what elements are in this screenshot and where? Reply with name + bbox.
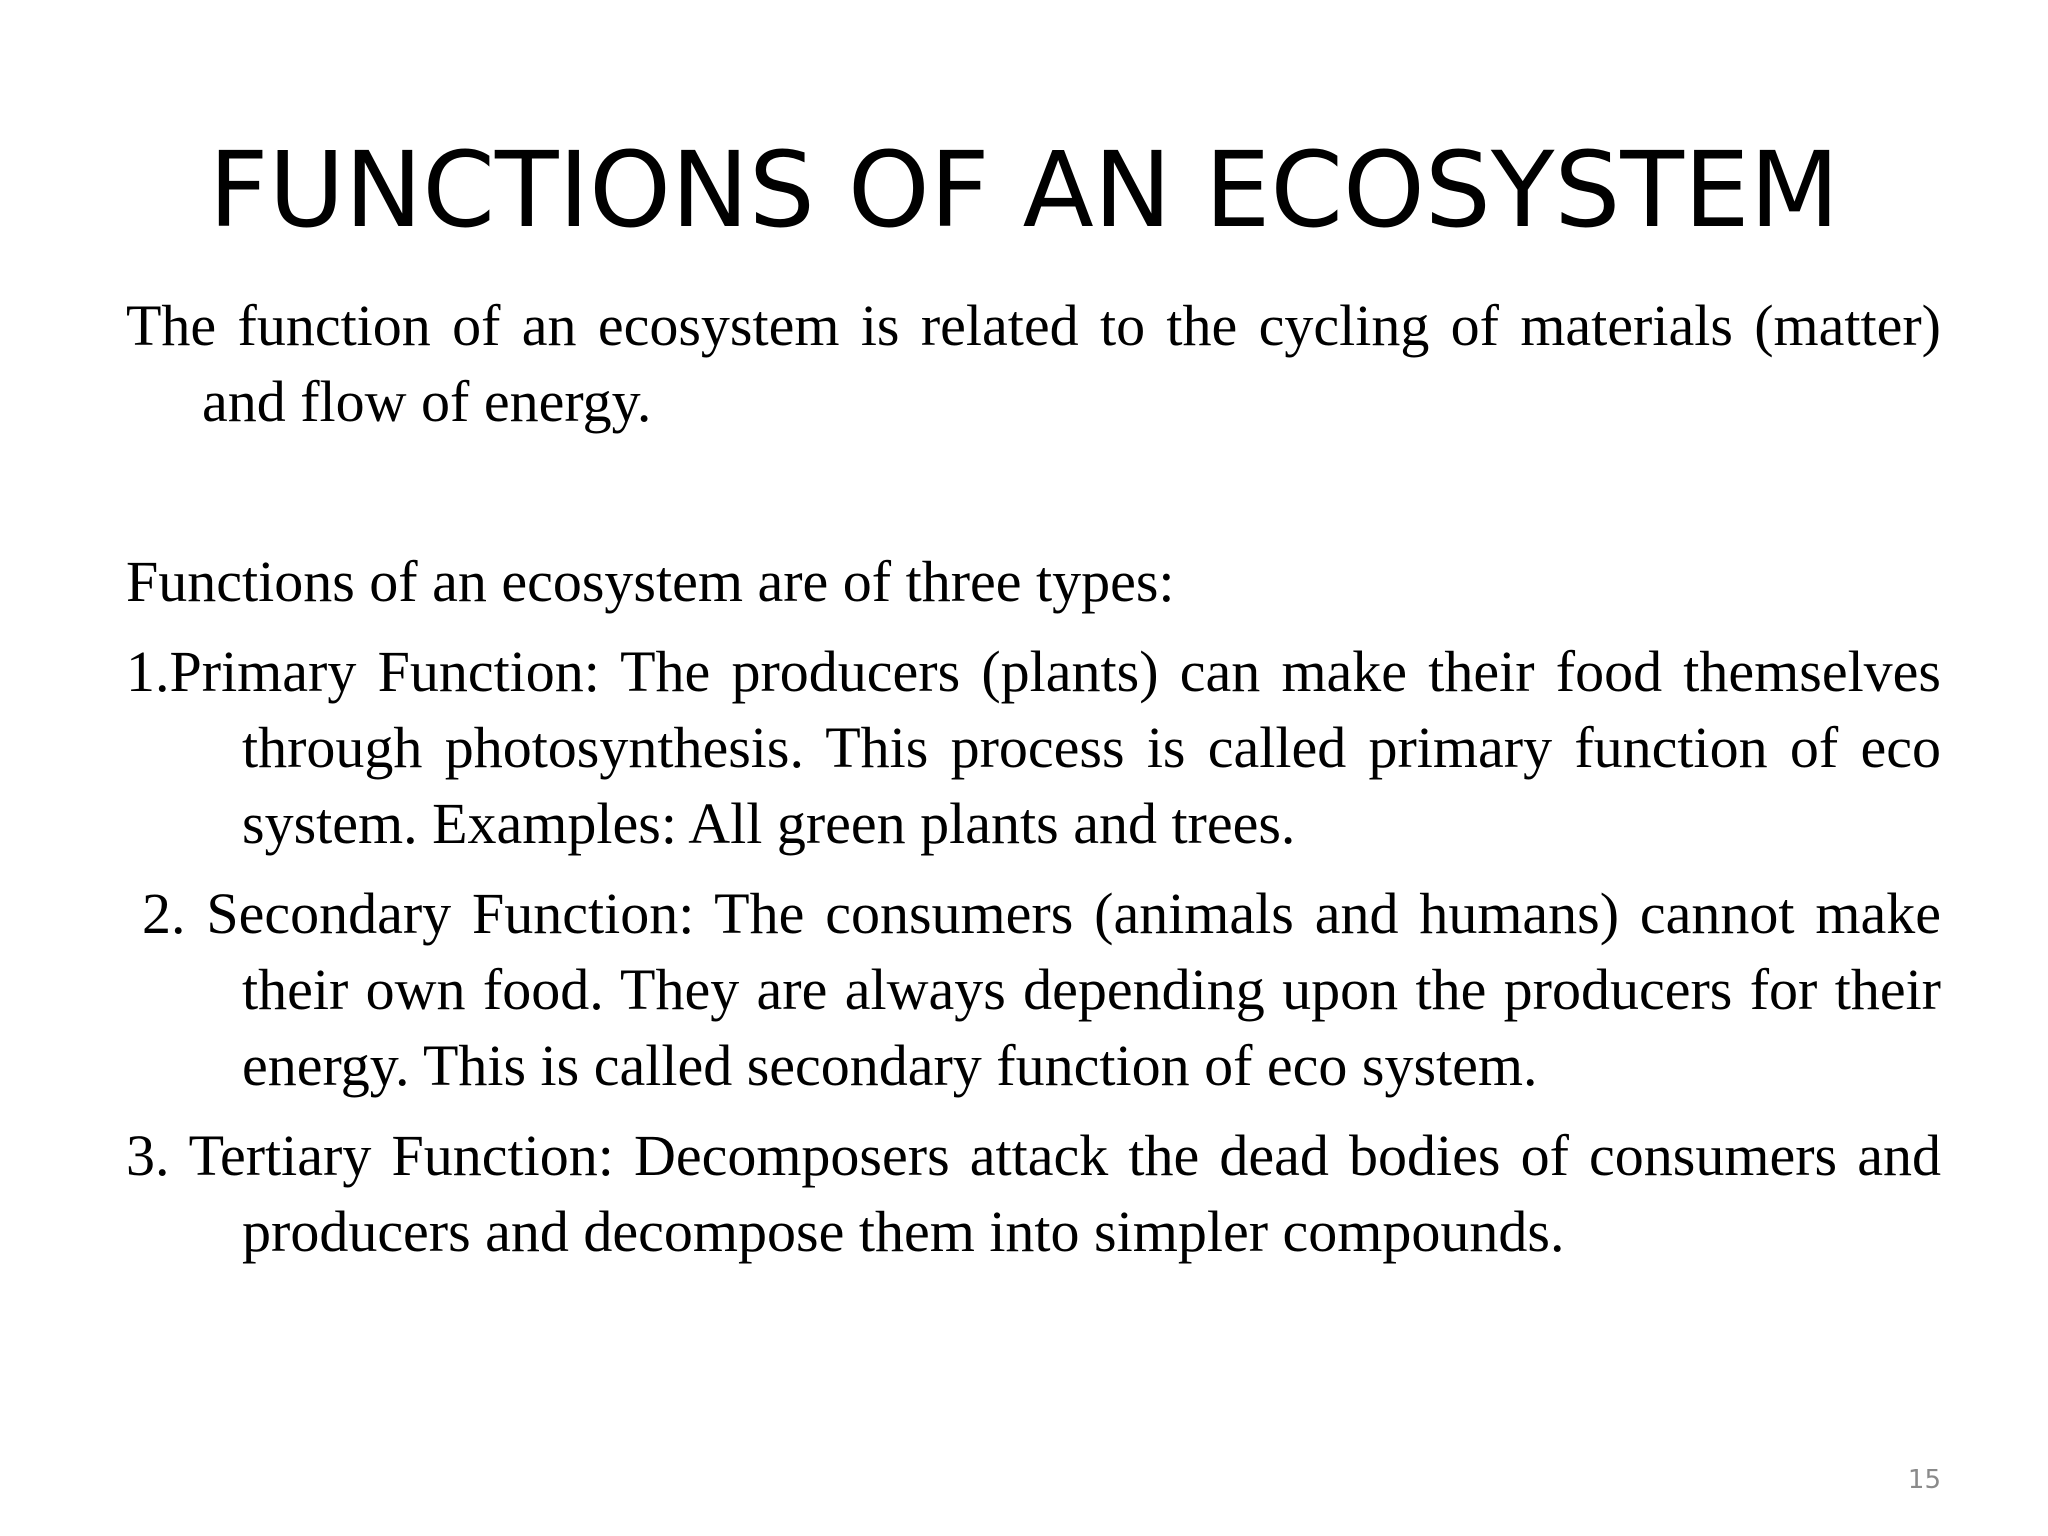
tertiary-function-item: 3. Tertiary Function: Decomposers attack the dead bodies of consumers and producers and decompose them into simpler compounds. (126, 1123, 1941, 1264)
secondary-function-item: 2. Secondary Function: The consumers (animals and humans) cannot make their own food. They are always depending upon the producers for their energy. This is called secondary function of eco system. (142, 881, 1941, 1098)
types-heading: Functions of an ecosystem are of three types: (126, 549, 1175, 614)
slide-body (126, 288, 1941, 1284)
slide-title: FUNCTIONS OF AN ECOSYSTEM (208, 129, 1840, 251)
intro-paragraph: The function of an ecosystem is related to the cycling of materials (matter) and flow of energy. (126, 293, 1941, 434)
primary-function-item: 1.Primary Function: The producers (plants) can make their food themselves through photosynthesis. This process is called primary function of eco system. Examples: All green plants and trees. (126, 639, 1941, 856)
page-number: 15 (1907, 1465, 1941, 1495)
